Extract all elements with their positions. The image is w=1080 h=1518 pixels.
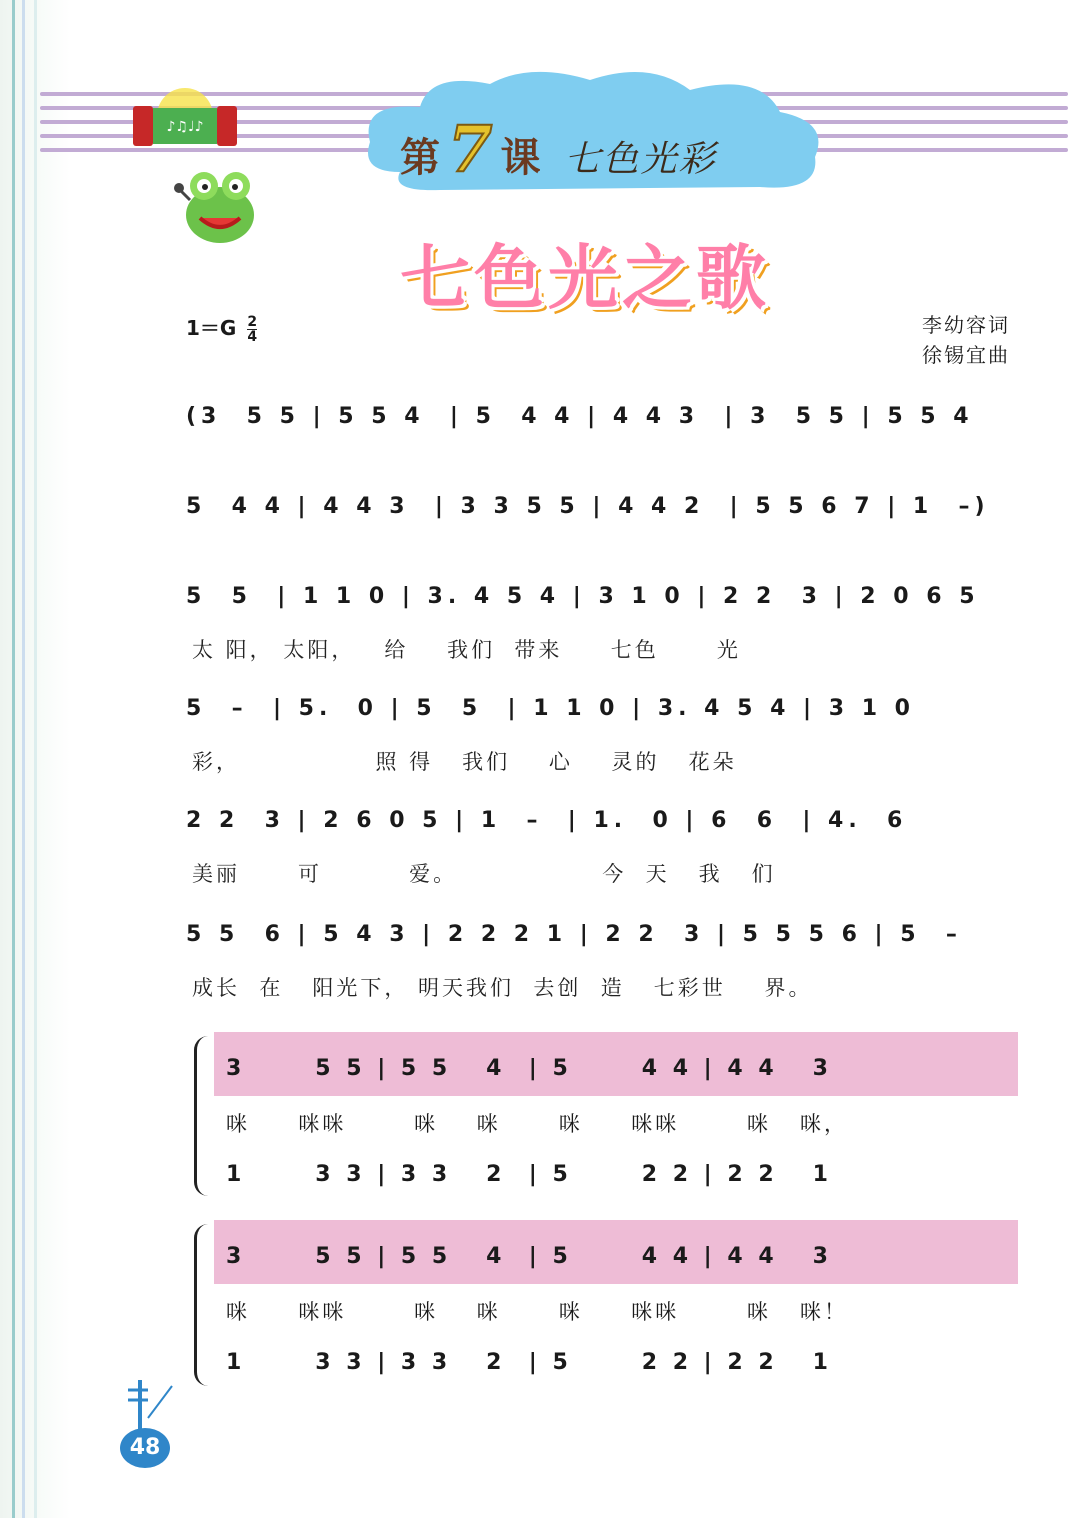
- chorus-upper-voice: 3 5 5 | 5 5 4 | 5 4 4 | 4 4 3: [226, 1244, 832, 1269]
- score-line: 2 2 3 | 2 6 0 5 | 1 – | 1. 0 | 6 6 | 4. 6: [186, 808, 908, 833]
- time-bottom: 4: [247, 329, 258, 345]
- chorus-words: 咪 咪咪 咪 咪 咪 咪咪 咪 咪，: [226, 1112, 848, 1136]
- page-edge: [22, 0, 25, 1518]
- page-edge: [12, 0, 15, 1518]
- chorus-lower-voice: 1 3 3 | 3 3 2 | 5 2 2 | 2 2 1: [226, 1350, 832, 1375]
- lesson-suffix: 课: [500, 134, 543, 181]
- frog-mascot-icon: [170, 160, 270, 250]
- credits: [922, 310, 1010, 370]
- time-top: 2: [247, 314, 258, 330]
- lesson-prefix: 第: [400, 134, 442, 181]
- score-line: (3 5 5 | 5 5 4 | 5 4 4 | 4 4 3 | 3 5 5 | 5 5 4: [186, 404, 974, 429]
- key-label: 1＝G: [186, 316, 237, 340]
- lesson-heading: [400, 112, 717, 187]
- system-brace: [194, 1224, 209, 1386]
- svg-text:♪♫♩♪: ♪♫♩♪: [166, 119, 204, 135]
- key-signature: [186, 312, 257, 344]
- lesson-number: 7: [448, 112, 495, 187]
- page-edge: [34, 0, 37, 1518]
- lyric-line: 美丽 可 爱。 今 天 我 们: [192, 862, 776, 886]
- lyricist: 李幼容词: [922, 313, 1010, 337]
- accordion-icon: [125, 86, 245, 166]
- lesson-subtitle: 七色光彩: [564, 139, 717, 180]
- page-number: 48: [120, 1428, 170, 1468]
- lyric-line: 太 阳， 太阳， 给 我们 带来 七色 光: [192, 638, 741, 662]
- lyric-line: 成长 在 阳光下， 明天我们 去创 造 七彩世 界。: [192, 976, 813, 1000]
- chorus-upper-voice: 3 5 5 | 5 5 4 | 5 4 4 | 4 4 3: [226, 1056, 832, 1081]
- chorus-words: 咪 咪咪 咪 咪 咪 咪咪 咪 咪！: [226, 1300, 848, 1324]
- time-signature: [247, 315, 257, 344]
- score-line: 5 5 6 | 5 4 3 | 2 2 2 1 | 2 2 3 | 5 5 5 6 | 5 –: [186, 922, 962, 947]
- score-line: 5 5 | 1 1 0 | 3. 4 5 4 | 3 1 0 | 2 2 3 | 2 0 6 5: [186, 584, 980, 609]
- system-brace: [194, 1036, 209, 1196]
- score-line: 5 – | 5. 0 | 5 5 | 1 1 0 | 3. 4 5 4 | 3 1 0: [186, 696, 915, 721]
- chorus-lower-voice: 1 3 3 | 3 3 2 | 5 2 2 | 2 2 1: [226, 1162, 832, 1187]
- song-title: 七色光之歌: [400, 237, 770, 319]
- lyric-line: 彩， 照 得 我们 心 灵的 花朵: [192, 750, 737, 774]
- composer: 徐锡宜曲: [922, 343, 1010, 367]
- score-line: 5 4 4 | 4 4 3 | 3 3 5 5 | 4 4 2 | 5 5 6 7 | 1 –): [186, 494, 990, 519]
